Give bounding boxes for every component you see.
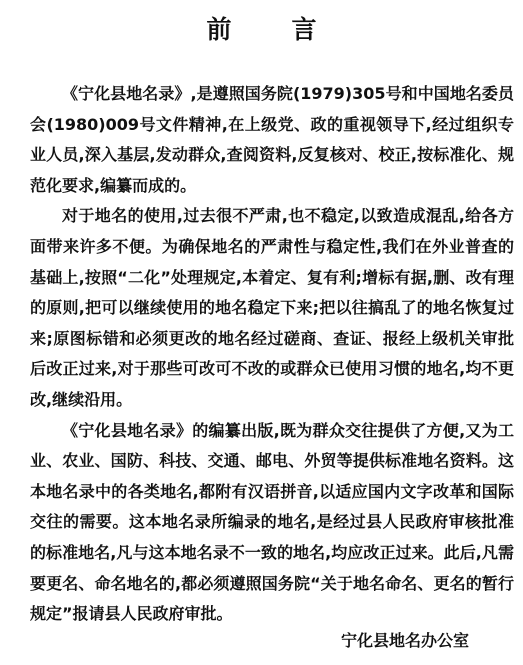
paragraph-3: 《宁化县地名录》的编纂出版,既为群众交往提供了方便,又为工业、农业、国防、科技、交通、邮电、外贸等提供标准地名资料。这本地名录中的各类地名,都附有汉语拼音,以适应国内文字改革和国际交往的需要。这本地名录所编录的地名,是经过县人民政府审核批准的标准地名,凡与这本地名录不一致的地名,均应改正过来。此后,凡需要更名、命名地名的,都必须遵照国务院“关于地名命名、更名的暂行规定”报请县人民政府审批。 <box>30 420 514 624</box>
preface-body <box>30 79 514 630</box>
signature: 宁化县地名办公室 <box>340 631 469 650</box>
paragraph-2: 对于地名的使用,过去很不严肃,也不稳定,以致造成混乱,给各方面带来许多不便。为确保地名的严肃性与稳定性,我们在外业普查的基础上,按照“二化”处理规定,本着定、复有利;增标有据,删、改有理的原则,把可以继续使用的地名稳定下来;把以往搞乱了的地名恢复过来;原图标错和必须更改的地名经过磋商、查证、报经上级机关审批后改正过来,对于那些可改可不改的或群众已使用习惯的地名,均不更改,继续沿用。 <box>30 206 514 409</box>
paragraph-1: 《宁化县地名录》,是遵照国务院(1979)305号和中国地名委员会(1980)009号文件精神,在上级党、政的重视领导下,经过组织专业人员,深入基层,发动群众,查阅资料,反复核对、校正,按标准化、规范化要求,编纂而成的。 <box>30 84 514 195</box>
title-char-1: 前 <box>206 15 232 44</box>
title-char-2: 言 <box>291 15 317 44</box>
page-title <box>0 10 523 46</box>
